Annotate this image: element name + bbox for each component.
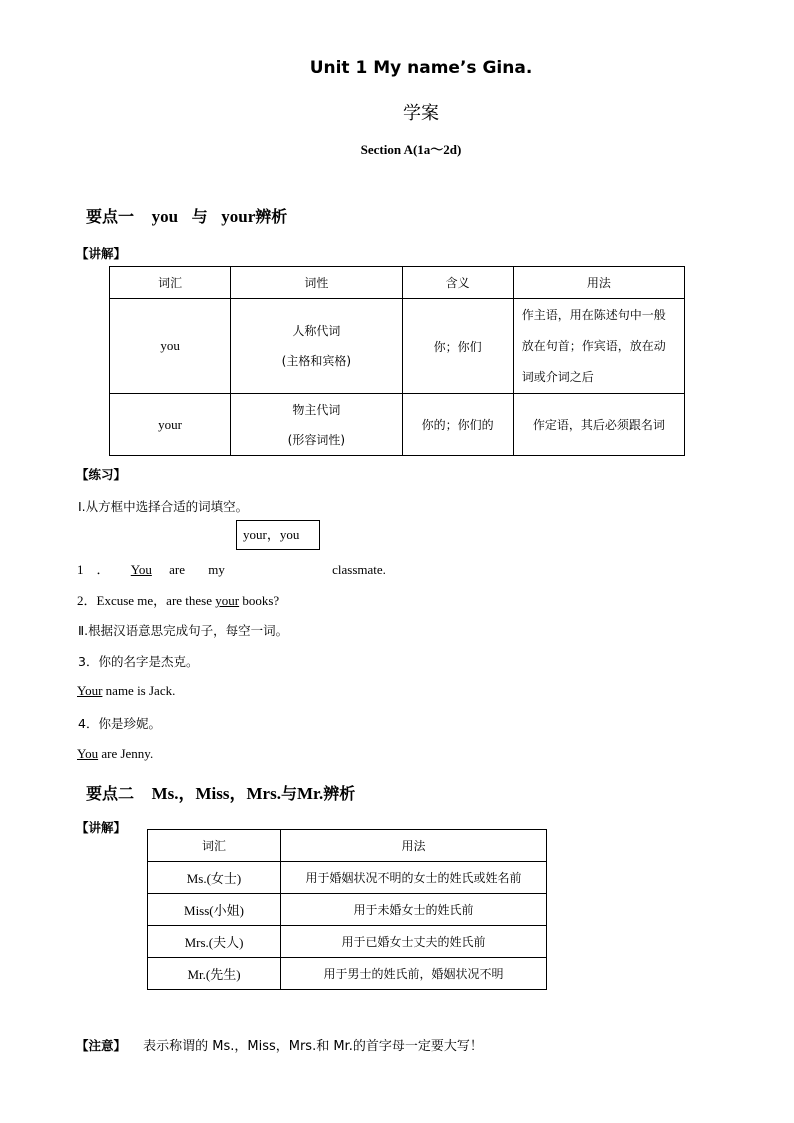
q3-english xyxy=(77,683,175,699)
practice-label: 【练习】 xyxy=(76,467,127,482)
note-label: 【注意】 xyxy=(76,1038,127,1053)
q1-word-classmate: classmate. xyxy=(332,562,386,577)
point1-label: 要点一 xyxy=(86,207,135,226)
point2-label: 要点二 xyxy=(86,784,135,803)
page-title: Unit 1 My name’s Gina. xyxy=(309,58,533,78)
table-titles xyxy=(147,829,547,990)
table2-header-row xyxy=(148,830,547,862)
practice-part1-instruction: Ⅰ.从方框中选择合适的词填空。 xyxy=(78,499,249,514)
explain1-label: 【讲解】 xyxy=(76,246,127,261)
q1-word-my: my xyxy=(208,562,225,577)
point1-mid: 与 xyxy=(191,207,208,226)
table-row xyxy=(148,894,547,926)
table2-word-mrs: Mrs.(夫人) xyxy=(148,926,281,958)
table1-word-you: you xyxy=(110,299,231,394)
table1-usage-you: 作主语，用在陈述句中一般放在句首；作宾语，放在动词或介词之后 xyxy=(513,299,684,394)
q1-answer: You xyxy=(130,562,152,577)
table1-pos-you-line1: 人称代词 xyxy=(292,324,341,338)
table2-usage-miss: 用于未婚女士的姓氏前 xyxy=(281,894,547,926)
table2-word-mr: Mr.(先生) xyxy=(148,958,281,990)
table-row xyxy=(148,862,547,894)
point2-mid: 与 xyxy=(280,784,297,803)
point2-heading xyxy=(86,779,355,804)
question-1 xyxy=(77,559,386,578)
note-text: 表示称谓的 Ms.，Miss，Mrs.和 Mr.的首字母一定要大写！ xyxy=(143,1039,483,1054)
table-row xyxy=(110,394,685,456)
table1-pos-your-line1: 物主代词 xyxy=(292,402,341,417)
point1-word-your: your xyxy=(221,207,256,226)
q4-tail: are Jenny. xyxy=(98,746,154,761)
point1-word-you: you xyxy=(151,207,179,226)
point2-tail: 辨析 xyxy=(323,784,356,803)
table2-usage-mr: 用于男士的姓氏前，婚姻状况不明 xyxy=(281,958,547,990)
explain2-label: 【讲解】 xyxy=(76,820,127,835)
table1-pos-your xyxy=(231,394,402,456)
table1-pos-your-line2: (形容词性) xyxy=(287,432,346,447)
word-box: your，you xyxy=(236,520,320,550)
q4-answer: You xyxy=(77,746,99,761)
table1-pos-you xyxy=(231,299,402,394)
q2-answer: your xyxy=(215,593,240,608)
q4-english xyxy=(77,746,153,762)
note xyxy=(76,1035,483,1054)
table1-header-word: 词汇 xyxy=(110,267,231,299)
practice-part2-instruction: Ⅱ.根据汉语意思完成句子，每空一词。 xyxy=(78,623,289,638)
point1-heading xyxy=(86,204,287,227)
q1-number: 1 ． xyxy=(77,562,110,577)
table-you-your xyxy=(109,266,685,456)
table2-header-word: 词汇 xyxy=(148,830,281,862)
table1-meaning-you: 你；你们 xyxy=(402,299,513,394)
q2-text: 2．Excuse me，are these xyxy=(77,593,216,608)
table-row xyxy=(148,926,547,958)
q3-tail: name is Jack. xyxy=(102,683,176,698)
q2-tail: books? xyxy=(239,593,280,608)
table2-usage-ms: 用于婚姻状况不明的女士的姓氏或姓名前 xyxy=(281,862,547,894)
section-label: Section A(1a～2d) xyxy=(360,142,462,157)
q3-answer: Your xyxy=(77,683,103,698)
table1-usage-your: 作定语，其后必须跟名词 xyxy=(513,394,684,456)
point2-words: Ms.，Miss，Mrs. xyxy=(151,784,281,803)
table2-word-ms: Ms.(女士) xyxy=(148,862,281,894)
table2-usage-mrs: 用于已婚女士丈夫的姓氏前 xyxy=(281,926,547,958)
point2-word-mr: Mr. xyxy=(296,784,324,803)
table1-header-row xyxy=(110,267,685,299)
q4-chinese: 4．你是珍妮。 xyxy=(78,716,161,731)
point1-tail: 辨析 xyxy=(255,207,288,226)
table1-header-usage: 用法 xyxy=(513,267,684,299)
q1-word-are: are xyxy=(169,562,185,577)
table1-meaning-your: 你的；你们的 xyxy=(402,394,513,456)
q3-chinese: 3．你的名字是杰克。 xyxy=(78,654,199,669)
table1-header-pos: 词性 xyxy=(231,267,402,299)
table2-word-miss: Miss(小姐) xyxy=(148,894,281,926)
table-row xyxy=(110,299,685,394)
table1-header-meaning: 含义 xyxy=(402,267,513,299)
page-subtitle: 学案 xyxy=(403,103,439,124)
table2-header-usage: 用法 xyxy=(281,830,547,862)
table1-word-your: your xyxy=(110,394,231,456)
question-2 xyxy=(77,590,279,609)
table1-pos-you-line2: (主格和宾格) xyxy=(281,354,352,368)
table-row xyxy=(148,958,547,990)
